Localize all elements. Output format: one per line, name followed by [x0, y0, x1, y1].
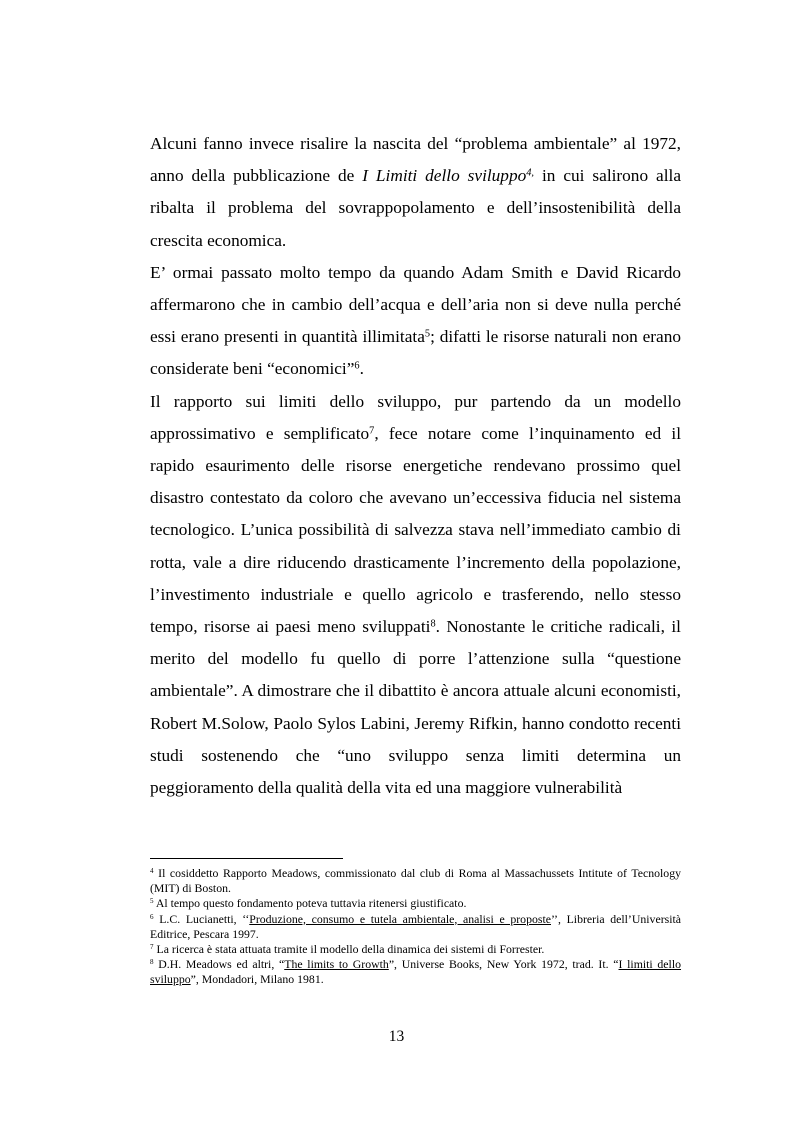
footnote: $^7$ La ricerca è stata attuata tramite il modello della dinamica dei sistemi di Forrester. — [150, 942, 545, 957]
body-text — [150, 128, 681, 804]
footnotes — [150, 866, 681, 988]
footnote: $^5$ Al tempo questo fondamento poteva tuttavia ritenersi giustificato. — [150, 896, 467, 911]
footnote: $^8$ D.H. Meadows ed altri, “The limits to Growth”, Universe Books, New York 1972, trad. It. “I limiti dello sviluppo”, Mondadori, Milano 1981. — [150, 957, 682, 987]
footnote: $^6$ L.C. Lucianetti, ‘‘Produzione, consumo e tutela ambientale, analisi e proposte’’, Libreria dell’Università Editrice, Pescara 1997. — [150, 911, 682, 941]
paragraph: E’ ormai passato molto tempo da quando Adam Smith e David Ricardo affermarono che in cambio dell’acqua e dell’aria non si deve nulla perché essi erano presenti in quantità illimitata$^5$; difatti le risorse naturali non erano considerate beni “economici”$^6$. — [150, 262, 681, 379]
paragraph: Il rapporto sui limiti dello sviluppo, pur partendo da un modello approssimativo e semplificato$^7$, fece notare come l’inquinamento ed il rapido esaurimento delle risorse energetiche rendevano prossimo quel disastro contestato da coloro che avevano un’eccessiva fiducia nel sistema tecnologico. L’unica possibilità di salvezza stava nell’immediato cambio di rotta, vale a dire riducendo drasticamente l’incremento della popolazione, l’investimento industriale e quello agricolo e trasferendo, nello stesso tempo, risorse ai paesi meno sviluppati$^8$. Nonostante le critiche radicali, il merito del modello fu quello di porre l’attenzione sulla “questione ambientale”. A dimostrare che il dibattito è ancora attuale alcuni economisti, Robert M.Solow, Paolo Sylos Labini, Jeremy Rifkin, hanno condotto recenti studi sostenendo che “uno sviluppo senza limiti determina un peggioramento della qualità della vita ed una maggiore vulnerabilità — [150, 391, 681, 798]
page-number: 13 — [388, 1028, 405, 1045]
paragraph: Alcuni fanno invece risalire la nascita del “problema ambientale” al 1972, anno della pubblicazione de I Limiti dello sviluppo$^{4,}$ in cui salirono alla ribalta il problema del sovrappopolamento e dell’insostenibilità della crescita economica. — [150, 134, 681, 250]
footnote: $^4$ Il cosiddetto Rapporto Meadows, commissionato dal club di Roma al Massachussets Intitute of Tecnology (MIT) di Boston. — [150, 866, 681, 896]
footnote-separator — [150, 858, 343, 859]
